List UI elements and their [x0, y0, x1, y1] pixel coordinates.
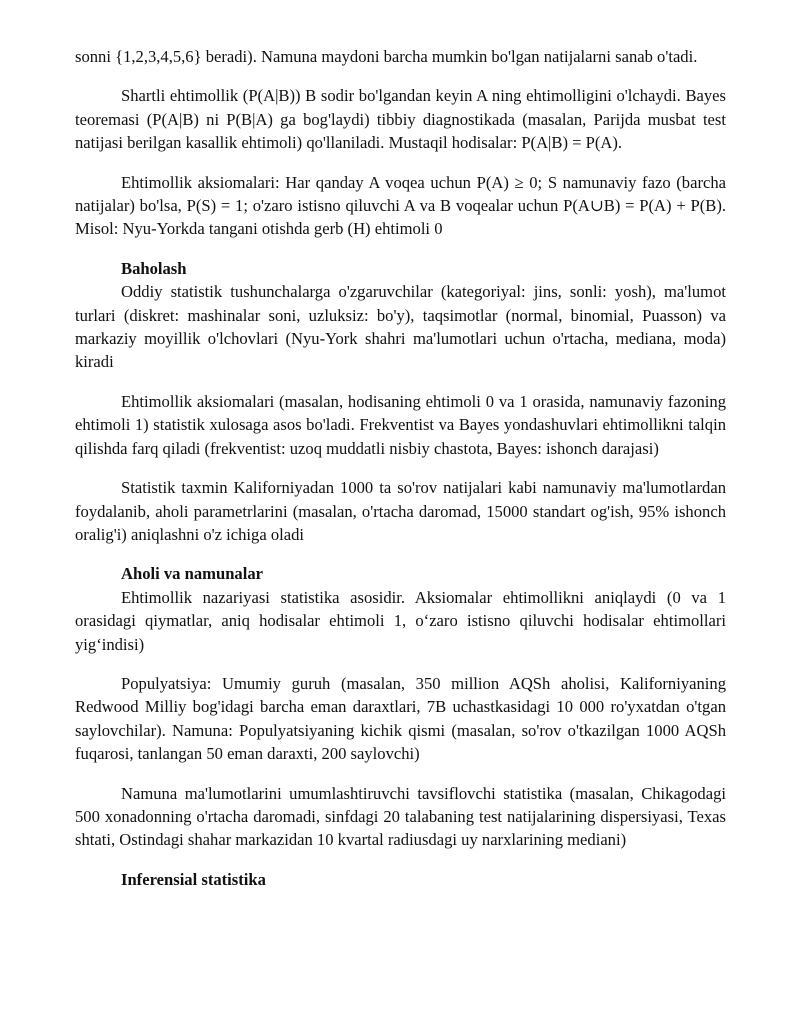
body-paragraph: Oddiy statistik tushunchalarga o'zgaruvchilar (kategoriyal: jins, sonli: yosh), ma'lumot turlari (diskret: mashinalar soni, uzluksiz: bo'y), taqsimotlar (normal, binomial, Puasson) va markaziy moyillik o'lchovlari (Nyu-York shahri ma'lumotlari uchun o'rtacha, mediana, moda) kiradi: [75, 282, 726, 372]
body-paragraph: Ehtimollik aksiomalari (masalan, hodisaning ehtimoli 0 va 1 orasida, namunaviy fazoning ehtimoli 1) statistik xulosaga asos bo'ladi. Frekventist va Bayes yondashuvlari ehtimollikni talqin qilishda farq qiladi (frekventist: uzoq muddatli nisbiy chastota, Bayes: ishonch darajasi): [75, 391, 726, 458]
body-paragraph: sonni {1,2,3,4,5,6} beradi). Namuna maydoni barcha mumkin bo'lgan natijalarni sanab o'tadi.: [75, 47, 698, 66]
body-paragraph: Populyatsiya: Umumiy guruh (masalan, 350 million AQSh aholisi, Kaliforniyaning Redwood Milliy bog'idagi barcha eman daraxtlari, 7B uchastkasidagi 10 000 ro'yxatdan o'tgan saylovchilar). Namuna: Populyatsiyaning kichik qismi (masalan, so'rov o'tkazilgan 1000 AQSh fuqarosi, tanlangan 50 eman daraxti, 200 saylovchi): [75, 673, 726, 764]
body-paragraph: Namuna ma'lumotlarini umumlashtiruvchi tavsiflovchi statistika (masalan, Chikagodagi 500 xonadonning o'rtacha daromadi, sinfdagi 20 talabaning test natijalarining dispersiyasi, Texas shtati, Ostindagi shahar markazidan 10 kvartal radiusdagi uy narxlarining mediani): [75, 783, 726, 850]
section-heading: Aholi va namunalar: [121, 564, 263, 584]
body-paragraph: Ehtimollik nazariyasi statistika asosidir. Aksiomalar ehtimollikni aniqlaydi (0 va 1 orasidagi qiymatlar, aniq hodisalar ehtimoli 1, o‘zaro istisno qiluvchi hodisalar ehtimollari yig‘indisi): [75, 587, 726, 654]
body-paragraph: Statistik taxmin Kaliforniyadan 1000 ta so'rov natijalari kabi namunaviy ma'lumotlardan foydalanib, aholi parametrlarini (masalan, o'rtacha daromad, 15000 standart og'ish, 95% ishonch oralig'i) aniqlashni o'z ichiga oladi: [75, 478, 726, 544]
section-heading: Inferensial statistika: [121, 869, 266, 889]
body-paragraph: Shartli ehtimollik (P(A|B)) B sodir bo'lgandan keyin A ning ehtimolligini o'lchaydi. Bayes teoremasi (P(A|B) ni P(B|A) ga bog'laydi) tibbiy diagnostikada (masalan, Parijda musbat test natijasi berilgan kasallik ehtimoli) qo'llaniladi. Mustaqil hodisalar: P(A|B) = P(A).: [75, 86, 726, 153]
document-page: [75, 45, 726, 891]
section-heading: Baholash: [121, 258, 187, 278]
body-paragraph: Ehtimollik aksiomalari: Har qanday A voqea uchun P(A) ≥ 0; S namunaviy fazo (barcha natijalar) bo'lsa, P(S) = 1; o'zaro istisno qiluvchi A va B voqealar uchun P(A∪B) = P(A) + P(B). Misol: Nyu-Yorkda tangani otishda gerb (H) ehtimoli 0: [75, 172, 726, 239]
